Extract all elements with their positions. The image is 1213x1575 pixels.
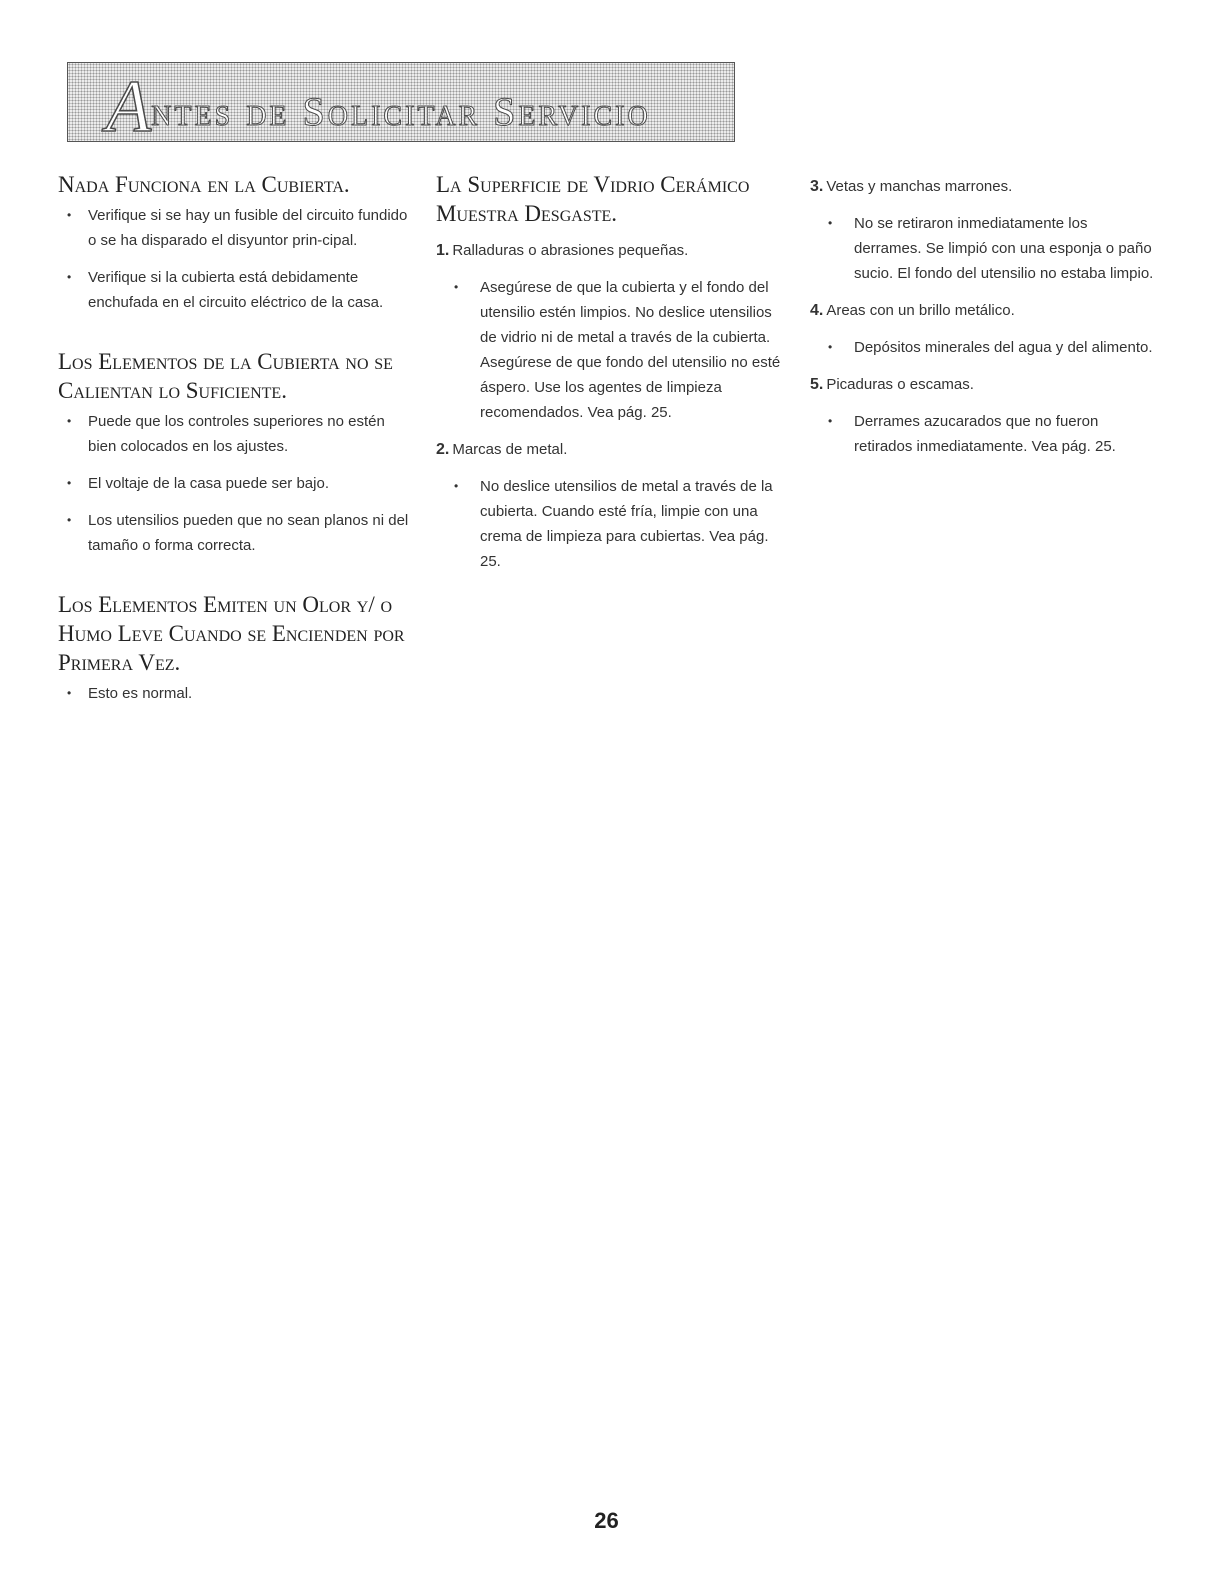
numbered-item bbox=[810, 174, 1155, 199]
bullet-icon: • bbox=[67, 513, 72, 527]
list-item bbox=[436, 474, 788, 574]
section-heading-nada-funciona: Nada Funciona en la Cubierta. bbox=[58, 172, 350, 197]
numbered-item bbox=[436, 238, 788, 263]
column-middle bbox=[436, 170, 788, 586]
page-title bbox=[106, 65, 651, 150]
bullet-icon: • bbox=[67, 270, 72, 284]
numbered-item bbox=[810, 298, 1155, 323]
list-item bbox=[58, 471, 410, 496]
page-banner bbox=[67, 62, 735, 148]
list-item bbox=[58, 409, 410, 459]
sub-list bbox=[810, 211, 1155, 286]
bullet-icon: • bbox=[454, 479, 459, 493]
bullet-icon: • bbox=[454, 280, 459, 294]
item-number: 3. bbox=[810, 178, 824, 195]
list-item bbox=[810, 335, 1155, 360]
list-item-text: Asegúrese de que la cubierta y el fondo del utensilio estén limpios. No deslice utensilios de vidrio ni de metal a través de la cubierta. Asegúrese de que fondo del utensilio no esté áspero. Use los agentes de limpieza recomendados. Vea pág. 25. bbox=[480, 279, 781, 421]
list-item-text: No deslice utensilios de metal a través de la cubierta. Cuando esté fría, limpie con una crema de limpieza para cubiertas. Vea pág. 25. bbox=[480, 478, 773, 570]
list-item bbox=[58, 265, 410, 315]
list-item-text: Depósitos minerales del agua y del alimento. bbox=[854, 339, 1153, 356]
item-number: 1. bbox=[436, 242, 450, 259]
list-item-text: El voltaje de la casa puede ser bajo. bbox=[88, 475, 329, 492]
section-heading-olor-humo: Los Elementos Emiten un Olor y/ o Humo Leve Cuando se Encienden por Primera Vez. bbox=[58, 592, 405, 675]
list-item bbox=[810, 409, 1155, 459]
item-text: Marcas de metal. bbox=[452, 441, 568, 458]
sub-list bbox=[436, 474, 788, 574]
sub-list bbox=[436, 275, 788, 425]
bullet-icon: • bbox=[67, 208, 72, 222]
item-text: Vetas y manchas marrones. bbox=[826, 178, 1013, 195]
item-number: 5. bbox=[810, 376, 824, 393]
numbered-item bbox=[810, 372, 1155, 397]
list-item bbox=[810, 211, 1155, 286]
bullet-icon: • bbox=[67, 476, 72, 490]
list-item-text: Esto es normal. bbox=[88, 685, 193, 702]
section-heading-elementos-no-calientan: Los Elementos de la Cubierta no se Calientan lo Suficiente. bbox=[58, 349, 393, 403]
list-item-text: Los utensilios pueden que no sean planos ni del tamaño o forma correcta. bbox=[88, 512, 409, 554]
sub-list bbox=[810, 409, 1155, 459]
column-left bbox=[58, 170, 410, 718]
list-item bbox=[58, 681, 410, 706]
column-right bbox=[810, 174, 1155, 471]
item-number: 4. bbox=[810, 302, 824, 319]
list-item-text: No se retiraron inmediatamente los derrames. Se limpió con una esponja o paño sucio. El fondo del utensilio no estaba limpio. bbox=[854, 215, 1154, 282]
list-item bbox=[436, 275, 788, 425]
list-item-text: Puede que los controles superiores no estén bien colocados en los ajustes. bbox=[88, 413, 385, 455]
bullet-icon: • bbox=[828, 414, 833, 428]
numbered-item bbox=[436, 437, 788, 462]
bullet-icon: • bbox=[67, 686, 72, 700]
list-item-text: Derrames azucarados que no fueron retirados inmediatamente. Vea pág. 25. bbox=[854, 413, 1116, 455]
item-text: Ralladuras o abrasiones pequeñas. bbox=[452, 242, 689, 259]
list-item-text: Verifique si se hay un fusible del circuito fundido o se ha disparado el disyuntor prin-cipal. bbox=[88, 207, 408, 249]
item-text: Picaduras o escamas. bbox=[826, 376, 974, 393]
list-item bbox=[58, 508, 410, 558]
bullet-icon: • bbox=[828, 340, 833, 354]
title-initial: A bbox=[106, 66, 152, 148]
bullet-icon: • bbox=[828, 216, 833, 230]
page-number: 26 bbox=[594, 1508, 619, 1533]
list-item bbox=[58, 203, 410, 253]
list-item-text: Verifique si la cubierta está debidamente enchufada en el circuito eléctrico de la casa. bbox=[88, 269, 384, 311]
title-rest: ntes de Solicitar Servicio bbox=[151, 89, 651, 134]
bullet-icon: • bbox=[67, 414, 72, 428]
sub-list bbox=[810, 335, 1155, 360]
section-heading-vidrio-ceramico: La Superficie de Vidrio Cerámico Muestra Desgaste. bbox=[436, 172, 750, 226]
item-number: 2. bbox=[436, 441, 450, 458]
item-text: Areas con un brillo metálico. bbox=[826, 302, 1015, 319]
